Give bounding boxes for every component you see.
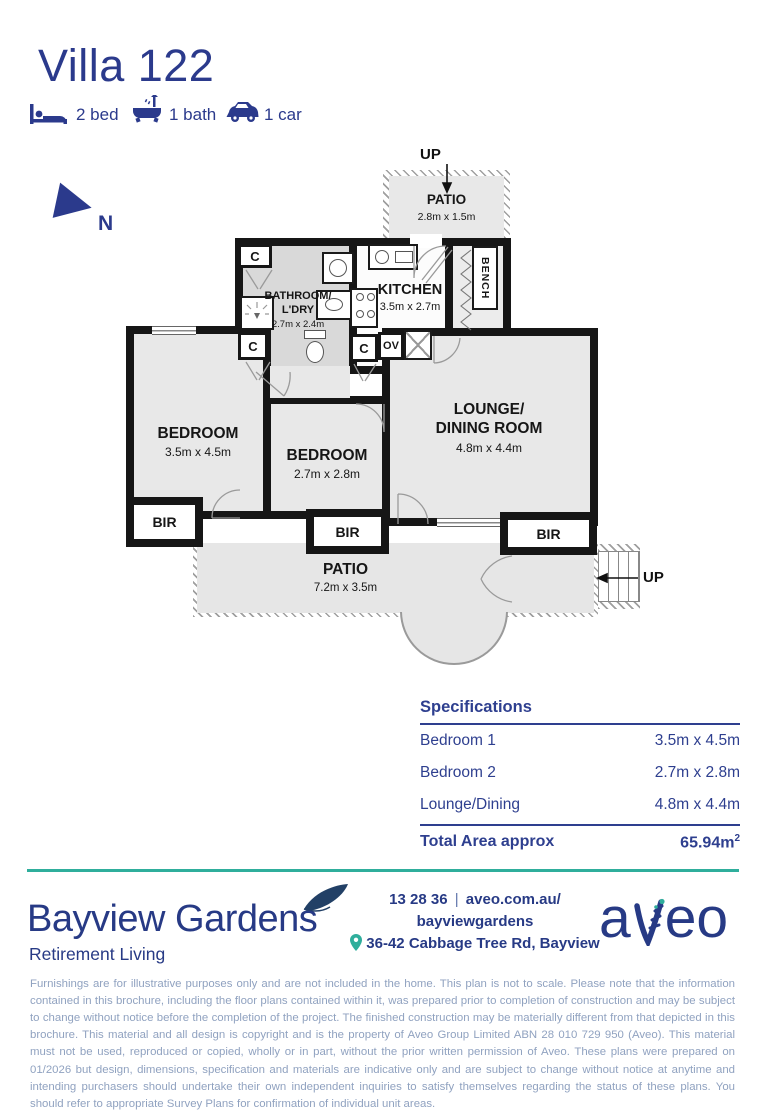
washer bbox=[322, 252, 354, 284]
stairs-edge-bottom bbox=[598, 602, 640, 609]
location-pin-icon bbox=[350, 934, 362, 951]
spec-value: 2.7m x 2.8m bbox=[654, 764, 740, 781]
hallway bbox=[270, 366, 350, 398]
north-label: N bbox=[98, 212, 114, 235]
total-area-value: $65.94m^2$ bbox=[680, 833, 740, 852]
spec-label: Bedroom 2 bbox=[420, 764, 496, 781]
community-subtitle: Retirement Living bbox=[29, 944, 166, 964]
cupboard-kitchen: C bbox=[350, 334, 378, 362]
total-area-label: Total Area approx bbox=[420, 833, 555, 850]
up-label-top: UP bbox=[420, 146, 441, 163]
oven: OV bbox=[378, 332, 404, 360]
separator: | bbox=[454, 891, 459, 908]
lounge-dims: 4.8m x 4.4m bbox=[455, 440, 523, 455]
bed-count-label: 2 bed bbox=[76, 105, 119, 124]
contact-line-1 bbox=[344, 889, 606, 911]
table-row bbox=[420, 725, 740, 757]
aveo-logo-eo: eo bbox=[664, 886, 729, 950]
bench bbox=[472, 246, 498, 310]
pantry-unit bbox=[404, 330, 432, 360]
stairs-edge-top bbox=[598, 544, 640, 551]
address-line bbox=[344, 933, 606, 955]
total-area-sup: 2 bbox=[734, 833, 740, 844]
community-name: Bayview Gardens bbox=[27, 898, 318, 940]
cupboard-bathroom: C bbox=[238, 332, 268, 360]
bathroom-label-1: BATHROOM/ bbox=[264, 290, 332, 302]
aveo-leaf-v-icon bbox=[630, 898, 666, 946]
patio-bottom-dims: 7.2m x 3.5m bbox=[313, 582, 378, 595]
table-row bbox=[420, 789, 740, 821]
cupboard-top: C bbox=[238, 244, 272, 268]
toilet bbox=[302, 330, 330, 366]
window-bedroom1 bbox=[152, 326, 196, 335]
kitchen-dims: 3.5m x 2.7m bbox=[379, 301, 441, 314]
bath-icon bbox=[131, 95, 163, 130]
website-url-1[interactable]: aveo.com.au/ bbox=[465, 891, 561, 908]
spec-value: 4.8m x 4.4m bbox=[654, 796, 740, 813]
bench-label: BENCH bbox=[479, 256, 491, 300]
bedroom1-dims: 3.5m x 4.5m bbox=[164, 445, 232, 460]
patio-bottom-label: PATIO bbox=[322, 561, 369, 578]
bath-count-label: 1 bath bbox=[169, 105, 217, 124]
lounge-label-block bbox=[406, 400, 572, 456]
spec-value: 3.5m x 4.5m bbox=[654, 732, 740, 749]
stairs bbox=[598, 551, 640, 602]
bir-bedroom1: BIR bbox=[126, 497, 203, 547]
bathroom-dims: 2.7m x 2.4m bbox=[271, 318, 325, 330]
aveo-logo bbox=[599, 886, 729, 950]
specifications-table bbox=[420, 698, 740, 852]
bir-bedroom2: BIR bbox=[306, 509, 389, 554]
up-label-bottom: UP bbox=[643, 569, 664, 586]
car-count-label: 1 car bbox=[264, 105, 302, 124]
spec-label: Lounge/Dining bbox=[420, 796, 520, 813]
kitchen-label-block bbox=[362, 281, 458, 315]
website-url-2[interactable]: bayviewgardens bbox=[416, 912, 534, 930]
bathroom-label-block bbox=[246, 290, 350, 330]
phone-number: 13 28 36 bbox=[389, 891, 448, 908]
spec-label: Bedroom 1 bbox=[420, 732, 496, 749]
bir-lounge: BIR bbox=[500, 512, 597, 555]
patio-top bbox=[383, 170, 510, 244]
contact-block bbox=[344, 889, 606, 954]
lounge-label-2: DINING ROOM bbox=[435, 420, 543, 438]
bathroom-label-2: L'DRY bbox=[281, 303, 315, 316]
total-area-row bbox=[420, 824, 740, 852]
patio-bottom-label-block bbox=[283, 560, 408, 596]
north-arrow-icon bbox=[53, 183, 96, 226]
patio-bay bbox=[398, 612, 512, 670]
bedroom2-label: BEDROOM bbox=[286, 447, 368, 464]
aveo-logo-a: a bbox=[599, 886, 631, 950]
specifications-title: Specifications bbox=[420, 698, 740, 725]
kitchen-label: KITCHEN bbox=[377, 282, 443, 298]
table-row bbox=[420, 757, 740, 789]
bedroom2-label-block bbox=[270, 446, 384, 482]
window-lounge bbox=[437, 518, 503, 527]
footer-divider bbox=[27, 869, 739, 872]
bedroom1-label-block bbox=[136, 424, 260, 460]
address-text: 36-42 Cabbage Tree Rd, Bayview bbox=[366, 934, 600, 952]
patio-top-label: PATIO bbox=[426, 192, 467, 207]
bedroom2-dims: 2.7m x 2.8m bbox=[293, 467, 361, 482]
bed-icon bbox=[30, 102, 68, 131]
kitchen-sink bbox=[368, 244, 418, 270]
lounge-label-1: LOUNGE/ bbox=[453, 401, 525, 418]
bedroom1-label: BEDROOM bbox=[157, 425, 239, 442]
car-icon bbox=[226, 100, 260, 129]
patio-top-dims: 2.8m x 1.5m bbox=[417, 210, 476, 223]
page-title: Villa 122 bbox=[38, 40, 215, 91]
disclaimer-text: Furnishings are for illustrative purposes only and are not included in the home. This plan is not to scale. Please note that the information contained in this brochure, including the floor plans contained within it, was prepared prior to completion of construction and may be subject to change without notice before the completion of the project. The finished construction may be materially different from that depicted in this brochure. This material and all design is copyright and is the property of Aveo Group Limited ABN 28 010 729 950 (Aveo). This material must not be used, reproduced or copied, wholly or in part, without the prior written permission of Aveo. These plans were prepared on 01/2026 but design, dimensions, specification and materials are indicative only and are subject to change without notice at anytime and intending purchasers should undertake their own independent inquiries to satisfy themselves regarding the status of these plans. You should refer to appropriate Survey Plans for confirmation of individual unit areas. bbox=[30, 978, 735, 1110]
